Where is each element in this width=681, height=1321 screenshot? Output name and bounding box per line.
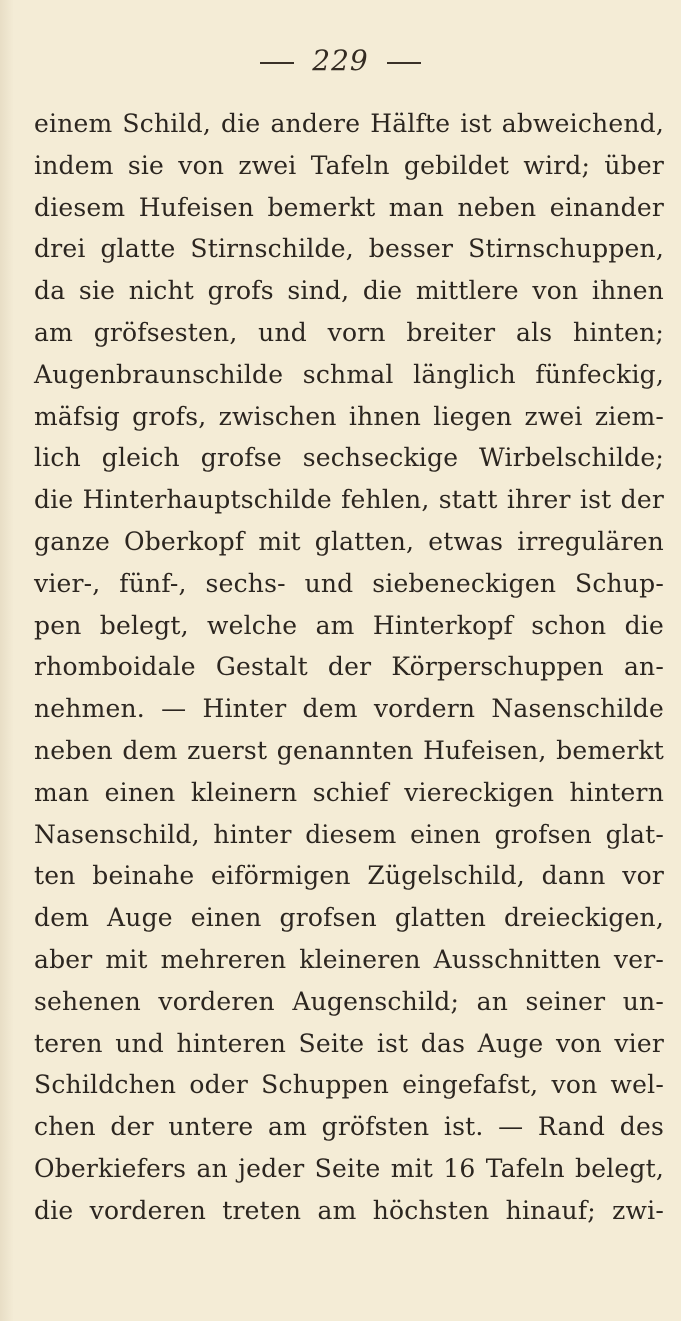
text-line: ten beinahe eiförmigen Zügelschild, dann vor bbox=[34, 861, 664, 891]
text-line: man einen kleinern schief viereckigen hintern bbox=[34, 777, 664, 807]
text-line: Schildchen oder Schuppen eingefafst, von wel- bbox=[34, 1070, 664, 1100]
text-line: aber mit mehreren kleineren Ausschnitten ver- bbox=[34, 944, 664, 974]
text-line: Nasenschild, hinter diesem einen grofsen glat- bbox=[34, 819, 664, 849]
text-line: sehenen vorderen Augenschild; an seiner un- bbox=[34, 986, 664, 1016]
text-line: diesem Hufeisen bemerkt man neben einander bbox=[34, 192, 664, 222]
text-line: ganze Oberkopf mit glatten, etwas irregulären bbox=[34, 526, 664, 556]
page-number: 229 bbox=[312, 44, 369, 77]
text-line: da sie nicht grofs sind, die mittlere von ihnen bbox=[34, 276, 664, 306]
text-line: Augenbraunschilde schmal länglich fünfeckig, bbox=[34, 359, 664, 389]
right-dash bbox=[387, 62, 421, 64]
text-line: neben dem zuerst genannten Hufeisen, bemerkt bbox=[34, 735, 664, 765]
text-line: lich gleich grofse sechseckige Wirbelschilde; bbox=[34, 443, 664, 473]
text-line: drei glatte Stirnschilde, besser Stirnschuppen, bbox=[34, 234, 664, 264]
text-line: Oberkiefers an jeder Seite mit 16 Tafeln belegt, bbox=[34, 1153, 664, 1183]
body-text bbox=[34, 103, 664, 1232]
text-line: teren und hinteren Seite ist das Auge von vier bbox=[34, 1028, 664, 1058]
text-line: pen belegt, welche am Hinterkopf schon die bbox=[34, 610, 664, 640]
text-line: vier-, fünf-, sechs- und siebeneckigen Schup- bbox=[34, 568, 664, 598]
text-line: dem Auge einen grofsen glatten dreieckigen, bbox=[34, 903, 664, 933]
text-line: indem sie von zwei Tafeln gebildet wird; über bbox=[34, 150, 664, 180]
text-line: mäfsig grofs, zwischen ihnen liegen zwei ziem- bbox=[34, 401, 664, 431]
text-line: chen der untere am gröfsten ist. — Rand des bbox=[34, 1112, 664, 1142]
text-line: die vorderen treten am höchsten hinauf; zwi- bbox=[34, 1195, 664, 1225]
text-line: am gröfsesten, und vorn breiter als hinten; bbox=[34, 317, 664, 347]
left-dash bbox=[260, 62, 294, 64]
text-line: rhomboidale Gestalt der Körperschuppen an- bbox=[34, 652, 664, 682]
text-line: die Hinterhauptschilde fehlen, statt ihrer ist der bbox=[34, 485, 664, 515]
text-line: einem Schild, die andere Hälfte ist abweichend, bbox=[34, 109, 664, 138]
text-line: nehmen. — Hinter dem vordern Nasenschilde bbox=[34, 694, 664, 724]
page-number-header bbox=[0, 44, 681, 77]
